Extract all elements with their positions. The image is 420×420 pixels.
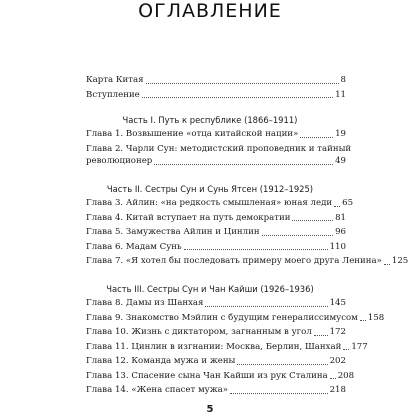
toc-entry-page: 218 — [329, 385, 346, 395]
toc-intro — [86, 74, 346, 101]
dot-leader — [343, 349, 349, 350]
toc-entry — [86, 74, 346, 87]
toc-entry-page: 96 — [335, 227, 346, 237]
toc-entry-label: Глава 13. Спасение сына Чан Кайши из рук Сталина — [86, 370, 328, 381]
toc-entry — [86, 197, 354, 210]
toc-entry-line2 — [86, 155, 346, 168]
toc-entry-page: 8 — [340, 75, 346, 85]
toc-entry — [86, 143, 352, 168]
toc-entry — [86, 226, 346, 239]
toc-entry — [86, 128, 346, 141]
toc-entry-label: Глава 9. Знакомство Мэйлин с будущим генералиссимусом — [86, 312, 358, 323]
dot-leader — [360, 320, 366, 321]
dot-leader — [205, 306, 327, 307]
page-title: ОГЛАВЛЕНИЕ — [138, 0, 282, 22]
toc-entry-page: 19 — [335, 129, 346, 139]
toc-entry-page: 49 — [335, 156, 346, 166]
toc-entry — [86, 326, 346, 339]
toc-entry-label: Глава 12. Команда мужа и жены — [86, 356, 236, 366]
dot-leader — [384, 264, 390, 265]
toc-entry-page: 65 — [342, 198, 354, 208]
toc-entry-page: 172 — [329, 327, 346, 337]
toc-entry-label: Глава 8. Дамы из Шанхая — [86, 298, 204, 308]
toc-entry — [86, 312, 385, 325]
dot-leader — [262, 235, 333, 236]
toc-entry — [86, 89, 346, 102]
toc-entry-page: 81 — [335, 212, 346, 223]
dot-leader — [154, 164, 333, 165]
toc-entry-page: 145 — [329, 298, 346, 308]
toc-entry — [86, 241, 346, 254]
toc-entry-page: 202 — [329, 356, 346, 366]
toc-entry-label: Глава 10. Жизнь с диктатором, загнанным в угол — [86, 327, 312, 337]
toc-entry-page: 208 — [337, 370, 355, 381]
part-heading: Часть II. Сестры Сун и Сунь Ятсен (1912–1925) — [106, 184, 314, 194]
toc-entry-label: Глава 14. «Жена спасет мужа» — [86, 385, 229, 395]
toc-entry-page: 125 — [391, 256, 409, 266]
toc-entry-label: Глава 5. Замужества Айлин и Цинлин — [86, 227, 260, 237]
toc-part-1 — [86, 128, 352, 168]
toc-entry-page: 11 — [335, 89, 346, 100]
page-number: 5 — [206, 404, 214, 415]
toc-entry — [86, 384, 346, 397]
part-heading: Часть I. Путь к республике (1866–1911) — [122, 115, 298, 125]
toc-entry — [86, 212, 346, 225]
dot-leader — [146, 83, 339, 84]
toc-entry — [86, 255, 409, 268]
toc-entry — [86, 341, 368, 354]
toc-entry-label: Глава 7. «Я хотел бы последовать примеру моего друга Ленина» — [86, 256, 382, 266]
toc-entry-label: Глава 2. Чарли Сун: методистский проповедник и тайный — [86, 143, 352, 154]
toc-entry-label: Глава 4. Китай вступает на путь демократии — [86, 212, 291, 223]
toc-entry — [86, 370, 355, 383]
dot-leader — [314, 335, 328, 336]
dot-leader — [334, 206, 340, 207]
toc-entry — [86, 297, 346, 310]
toc-entry-label: Глава 3. Айлин: «на редкость смышленая» юная леди — [86, 198, 333, 208]
part-heading: Часть III. Сестры Сун и Чан Кайши (1926–1936) — [106, 284, 314, 294]
toc-entry — [86, 355, 346, 368]
toc-entry-label: Глава 1. Возвышение «отца китайской нации» — [86, 129, 299, 139]
dot-leader — [142, 97, 333, 98]
dot-leader — [237, 364, 327, 365]
toc-entry-label-continued: революционер — [86, 156, 153, 166]
toc-part-3 — [86, 297, 385, 397]
dot-leader — [184, 249, 328, 250]
dot-leader — [292, 220, 333, 221]
dot-leader — [330, 378, 336, 379]
dot-leader — [300, 137, 333, 138]
toc-entry-page: 110 — [329, 241, 346, 252]
toc-entry-label: Глава 6. Мадам Сунь — [86, 241, 182, 252]
toc-part-2 — [86, 197, 409, 268]
dot-leader — [230, 393, 328, 394]
toc-entry-label: Карта Китая — [86, 75, 144, 85]
toc-entry-label: Глава 11. Цинлин в изгнании: Москва, Берлин, Шанхай — [86, 341, 342, 352]
toc-entry-page: 177 — [351, 341, 368, 352]
toc-entry-page: 158 — [367, 312, 385, 323]
toc-entry-label: Вступление — [86, 89, 140, 100]
